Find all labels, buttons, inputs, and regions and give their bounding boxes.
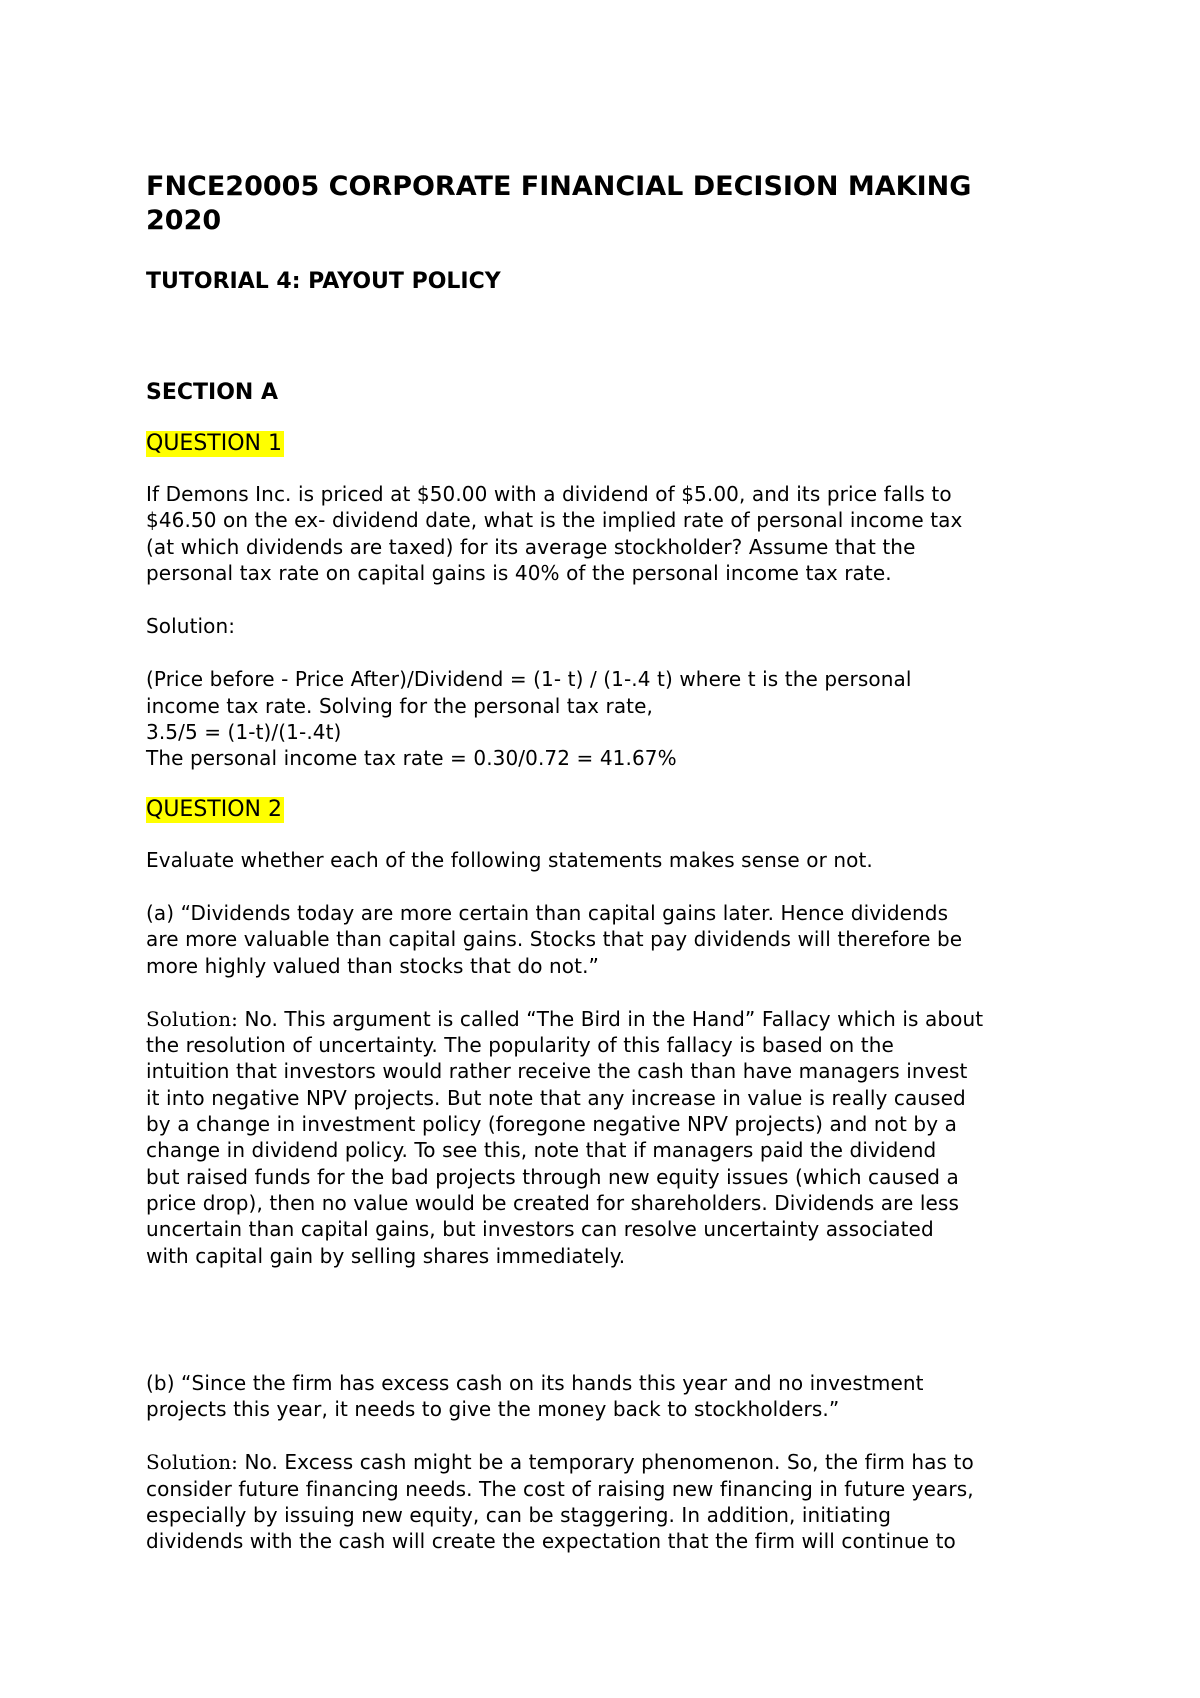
q2a-solution-line: intuition that investors would rather receive the cash than have managers invest xyxy=(146,1059,968,1084)
q2a-solution-line: by a change in investment policy (foregone negative NPV projects) and not by a xyxy=(146,1112,957,1137)
q2b-solution-line: especially by issuing new equity, can be staggering. In addition, initiating xyxy=(146,1503,892,1528)
q1-text-line: (at which dividends are taxed) for its average stockholder? Assume that the xyxy=(146,534,916,559)
question-1-solution-label xyxy=(146,613,1076,639)
q2b-statement-line: projects this year, it needs to give the money back to stockholders.” xyxy=(146,1397,840,1422)
document-title xyxy=(146,170,1076,238)
question-2b-solution xyxy=(146,1449,1076,1554)
question-2b-statement xyxy=(146,1370,1076,1423)
q2a-solution-line: with capital gain by selling shares immediately. xyxy=(146,1243,626,1268)
question-1-heading-wrap xyxy=(146,431,1076,459)
q2b-solution-first-text: No. Excess cash might be a temporary phenomenon. So, the firm has to xyxy=(238,1450,974,1475)
q1-solution-line: The personal income tax rate = 0.30/0.72 = 41.67% xyxy=(146,746,677,771)
title-line-1: FNCE20005 CORPORATE FINANCIAL DECISION MAKING xyxy=(146,171,972,202)
section-heading: SECTION A xyxy=(146,380,279,405)
question-2-intro xyxy=(146,847,1076,873)
q2a-solution-line: but raised funds for the bad projects through new equity issues (which caused a xyxy=(146,1164,959,1189)
q2b-solution-line: dividends with the cash will create the expectation that the firm will continue to xyxy=(146,1529,956,1554)
q1-text-line: personal tax rate on capital gains is 40% of the personal income tax rate. xyxy=(146,560,892,585)
question-2-heading-wrap xyxy=(146,797,1076,825)
q1-solution-label: Solution: xyxy=(146,614,236,639)
q2a-statement-line: (a) “Dividends today are more certain than capital gains later. Hence dividends xyxy=(146,900,949,925)
q2a-solution-line: uncertain than capital gains, but investors can resolve uncertainty associated xyxy=(146,1217,934,1242)
q2a-solution-line: the resolution of uncertainty. The popularity of this fallacy is based on the xyxy=(146,1033,894,1058)
q1-solution-line: income tax rate. Solving for the personal tax rate, xyxy=(146,693,653,718)
q2a-solution-first-text: No. This argument is called “The Bird in the Hand” Fallacy which is about xyxy=(238,1006,984,1031)
paragraph-gap xyxy=(146,1296,1076,1370)
q1-text-line: If Demons Inc. is priced at $50.00 with a dividend of $5.00, and its price falls to xyxy=(146,482,952,506)
question-2a-statement xyxy=(146,900,1076,979)
q1-solution-line: 3.5/5 = (1-t)/(1-.4t) xyxy=(146,720,342,745)
question-2-heading: QUESTION 2 xyxy=(146,796,282,822)
q2a-solution-line: change in dividend policy. To see this, note that if managers paid the dividend xyxy=(146,1138,937,1163)
question-2a-solution xyxy=(146,1006,1076,1269)
q2b-solution-line: consider future financing needs. The cost of raising new financing in future years, xyxy=(146,1476,974,1501)
title-line-2: 2020 xyxy=(146,205,222,236)
q2a-solution-line: price drop), then no value would be created for shareholders. Dividends are less xyxy=(146,1190,959,1215)
q2a-solution-label: Solution: xyxy=(146,1006,239,1031)
q2b-solution-first-line xyxy=(146,1449,1076,1475)
question-1-heading: QUESTION 1 xyxy=(146,431,282,456)
q2-intro-line: Evaluate whether each of the following statements makes sense or not. xyxy=(146,847,873,872)
q2b-solution-label: Solution: xyxy=(146,1450,239,1475)
q2b-statement-line: (b) “Since the firm has excess cash on its hands this year and no investment xyxy=(146,1370,924,1395)
document-page xyxy=(146,170,1076,1582)
q1-solution-line: (Price before - Price After)/Dividend = (1- t) / (1-.4 t) where t is the personal xyxy=(146,667,912,692)
q1-text-line: $46.50 on the ex- dividend date, what is the implied rate of personal income tax xyxy=(146,508,963,533)
q2a-statement-line: more highly valued than stocks that do not.” xyxy=(146,953,599,978)
tutorial-subtitle: TUTORIAL 4: PAYOUT POLICY xyxy=(146,269,501,294)
q2a-solution-line: it into negative NPV projects. But note that any increase in value is really caused xyxy=(146,1085,966,1110)
question-1-solution xyxy=(146,666,1076,771)
question-1-text xyxy=(146,481,1076,586)
q2a-solution-first-line xyxy=(146,1006,1076,1032)
q2a-statement-line: are more valuable than capital gains. Stocks that pay dividends will therefore be xyxy=(146,927,963,952)
